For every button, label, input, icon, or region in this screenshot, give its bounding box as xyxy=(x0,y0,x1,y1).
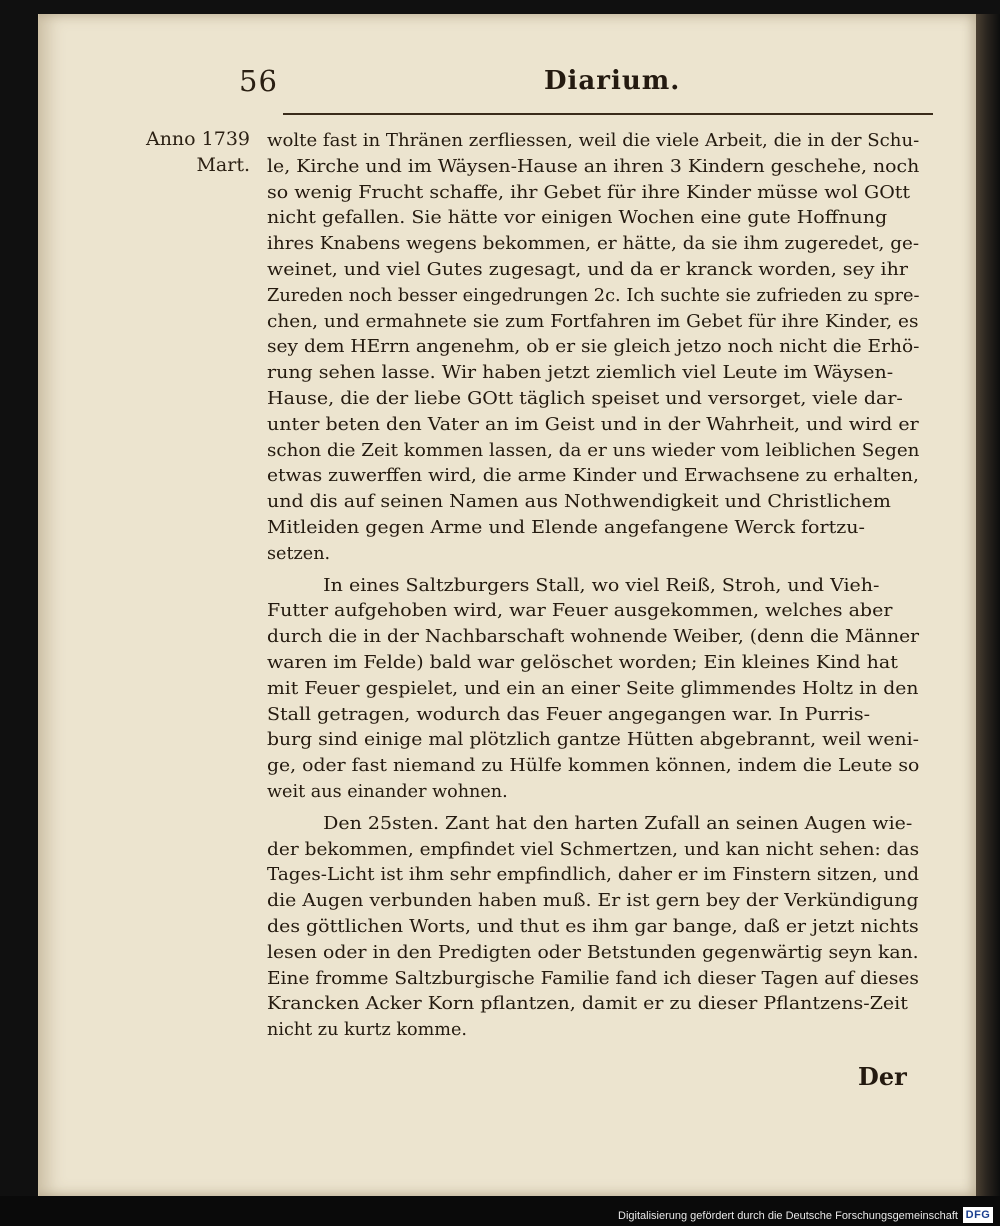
text-line: chen, und ermahnete sie zum Fortfahren im Gebet für ihre Kinder, es xyxy=(267,311,919,332)
body-text xyxy=(267,129,919,1044)
text-line: Mitleiden gegen Arme und Elende angefangene Werck fortzu- xyxy=(267,517,865,538)
margin-note-year: Anno 1739 xyxy=(145,128,250,150)
text-line: des göttlichen Worts, und thut es ihm gar bange, daß er jetzt nichts xyxy=(267,916,919,937)
text-line: nicht gefallen. Sie hätte vor einigen Wochen eine gute Hoffnung xyxy=(267,208,888,229)
paragraph xyxy=(267,574,919,806)
text-line: Eine fromme Saltzburgische Familie fand ich dieser Tagen auf dieses xyxy=(267,968,919,989)
text-line: Krancken Acker Korn pflantzen, damit er zu dieser Pflantzens-Zeit xyxy=(267,994,908,1015)
text-line: Zureden noch besser eingedrungen 2c. Ich suchte sie zufrieden zu spre- xyxy=(267,285,920,306)
margin-note xyxy=(122,126,250,178)
text-line: der bekommen, empfindet viel Schmertzen, und kan nicht sehen: das xyxy=(267,839,920,860)
text-line: setzen. xyxy=(267,543,331,564)
text-line: Tages-Licht ist ihm sehr empfindlich, daher er im Finstern sitzen, und xyxy=(267,865,919,886)
text-line: In eines Saltzburgers Stall, wo viel Reiß, Stroh, und Vieh- xyxy=(323,575,880,596)
text-line: le, Kirche und im Wäysen-Hause an ihren 3 Kindern geschehe, noch xyxy=(267,156,920,177)
text-line: nicht zu kurtz komme. xyxy=(267,1020,467,1041)
text-line: Futter aufgehoben wird, war Feuer ausgekommen, welches aber xyxy=(267,601,893,622)
text-line: schon die Zeit kommen lassen, da er uns wieder vom leiblichen Segen xyxy=(267,440,920,461)
dfg-logo: DFG xyxy=(963,1207,993,1223)
header-rule xyxy=(283,113,933,115)
text-line: wolte fast in Thränen zerfliessen, weil die viele Arbeit, die in der Schu- xyxy=(267,131,920,151)
text-line: Hause, die der liebe GOtt täglich speiset und versorget, viele dar- xyxy=(267,388,903,409)
book-spine-edge xyxy=(976,14,1000,1196)
text-line: ihres Knabens wegens bekommen, er hätte, da sie ihm zugeredet, ge- xyxy=(267,234,920,255)
text-line: mit Feuer gespielet, und ein an einer Seite glimmendes Holtz in den xyxy=(267,678,919,699)
text-line: burg sind einige mal plötzlich gantze Hütten abgebrannt, weil weni- xyxy=(267,730,920,751)
text-line: sey dem HErrn angenehm, ob er sie gleich jetzo noch nicht die Erhö- xyxy=(267,337,920,358)
text-line: durch die in der Nachbarschaft wohnende Weiber, (denn die Männer xyxy=(267,627,920,648)
text-line: lesen oder in den Predigten oder Betstunden gegenwärtig seyn kan. xyxy=(267,942,919,963)
text-line: unter beten den Vater an im Geist und in der Wahrheit, und wird er xyxy=(267,414,919,435)
text-line: weinet, und viel Gutes zugesagt, und da er kranck worden, sey ihr xyxy=(267,259,908,280)
running-title: Diarium. xyxy=(544,66,681,96)
catchword: Der xyxy=(858,1062,907,1091)
page-number: 56 xyxy=(239,64,278,98)
text-line: so wenig Frucht schaffe, ihr Gebet für ihre Kinder müsse wol GOtt xyxy=(267,182,911,203)
text-line: die Augen verbunden haben muß. Er ist gern bey der Verkündigung xyxy=(267,891,919,912)
funding-note: Digitalisierung gefördert durch die Deutsche Forschungsgemeinschaft xyxy=(618,1210,958,1222)
text-line: rung sehen lasse. Wir haben jetzt ziemlich viel Leute im Wäysen- xyxy=(267,363,894,384)
margin-note-month: Mart. xyxy=(196,154,250,176)
text-line: waren im Felde) bald war gelöschet worden; Ein kleines Kind hat xyxy=(267,652,898,673)
text-line: weit aus einander wohnen. xyxy=(267,781,508,802)
text-line: etwas zuwerffen wird, die arme Kinder und Erwachsene zu erhalten, xyxy=(267,466,919,487)
text-line: Stall getragen, wodurch das Feuer angegangen war. In Purris- xyxy=(267,704,871,725)
text-line: ge, oder fast niemand zu Hülfe kommen können, indem die Leute so xyxy=(267,756,920,777)
paragraph xyxy=(267,812,919,1044)
text-line: Den 25sten. Zant hat den harten Zufall an seinen Augen wie- xyxy=(323,813,913,834)
text-line: und dis auf seinen Namen aus Nothwendigkeit und Christlichem xyxy=(267,492,891,513)
paragraph xyxy=(267,129,919,568)
